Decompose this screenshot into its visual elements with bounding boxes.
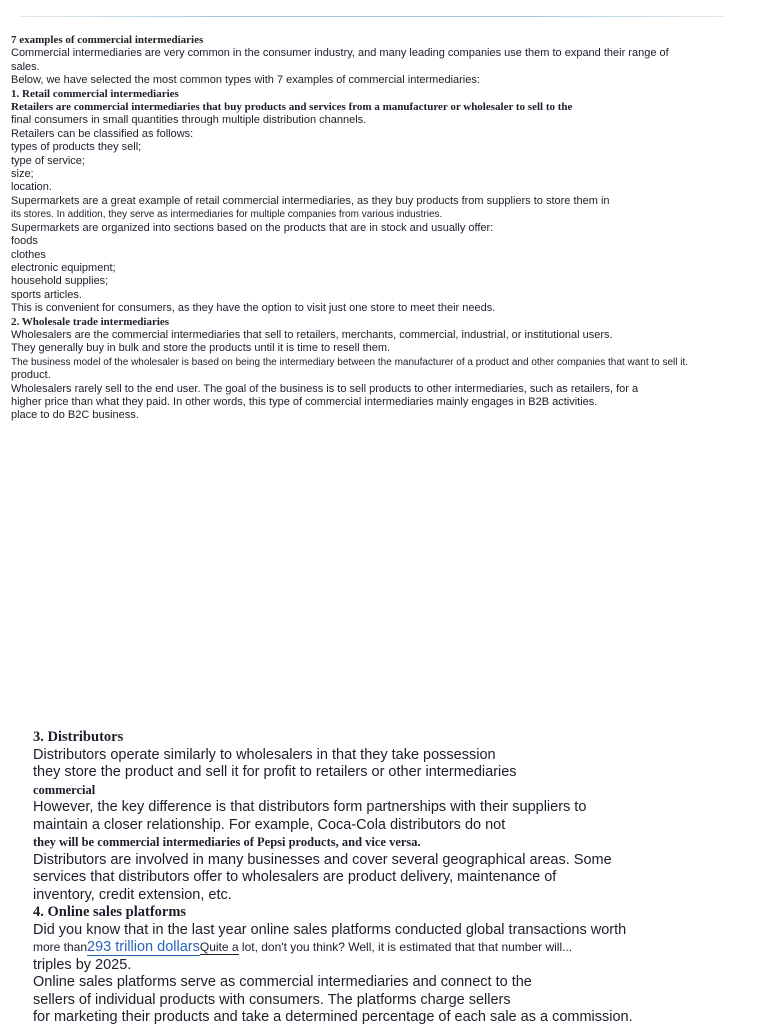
section-heading: 1. Retail commercial intermediaries bbox=[11, 87, 179, 100]
section-heading: 2. Wholesale trade intermediaries bbox=[11, 315, 170, 328]
text-line: Commercial intermediaries are very common in the consumer industry, and many leading companies use them to expand their range of bbox=[11, 47, 669, 60]
text-line: clothes bbox=[11, 248, 46, 261]
online-platforms-block bbox=[33, 957, 753, 1027]
text-line: Distributors are involved in many businesses and cover several geographical areas. Some bbox=[33, 851, 612, 868]
text-line: product. bbox=[11, 369, 51, 382]
text-line: for marketing their products and take a determined percentage of each sale as a commission. bbox=[33, 1009, 633, 1025]
text-line: sellers of individual products with consumers. The platforms charge sellers bbox=[33, 991, 511, 1008]
transactions-suffix: lot, don't you think? Well, it is estimated that that number will... bbox=[238, 940, 573, 954]
text-line: commercial bbox=[33, 782, 96, 797]
text-line: sales. bbox=[11, 60, 40, 73]
text-line: Supermarkets are organized into sections based on the products that are in stock and usually offer: bbox=[11, 221, 494, 234]
text-line: This is convenient for consumers, as they have the option to visit just one store to meet their needs. bbox=[11, 302, 496, 315]
text-line: foods bbox=[11, 235, 38, 248]
text-line: Wholesalers rarely sell to the end user. The goal of the business is to sell products to other intermediaries, such as retailers, for a bbox=[11, 382, 639, 395]
transactions-line bbox=[33, 939, 753, 957]
section-heading: 3. Distributors bbox=[33, 729, 124, 745]
text-line: Retailers can be classified as follows: bbox=[11, 127, 194, 140]
transactions-underlined: Quite a bbox=[199, 940, 239, 954]
section-heading: 4. Online sales platforms bbox=[33, 904, 187, 920]
text-line: sports articles. bbox=[11, 288, 82, 301]
top-divider bbox=[20, 16, 724, 17]
text-line: Below, we have selected the most common types with 7 examples of commercial intermediaries: bbox=[11, 74, 480, 87]
text-line: services that distributors offer to wholesalers are product delivery, maintenance of bbox=[33, 869, 557, 885]
text-line: location. bbox=[11, 181, 52, 194]
text-line: triples by 2025. bbox=[33, 956, 132, 973]
article-section-1 bbox=[11, 34, 751, 423]
text-line: size; bbox=[11, 168, 34, 181]
article-section-2 bbox=[33, 729, 753, 1027]
transactions-prefix: more than bbox=[33, 940, 88, 954]
text-line: electronic equipment; bbox=[11, 261, 116, 274]
section-heading: 7 examples of commercial intermediaries bbox=[11, 34, 204, 46]
text-line: types of products they sell; bbox=[11, 141, 142, 154]
text-line: higher price than what they paid. In other words, this type of commercial intermediaries mainly engages in B2B activities. bbox=[11, 395, 598, 408]
transactions-link[interactable]: 293 trillion dollars bbox=[87, 939, 200, 955]
text-line: maintain a closer relationship. For example, Coca-Cola distributors do not bbox=[33, 816, 506, 833]
text-line: its stores. In addition, they serve as intermediaries for multiple companies from various industries. bbox=[11, 209, 443, 221]
text-line: Distributors operate similarly to wholesalers in that they take possession bbox=[33, 746, 496, 763]
text-line: However, the key difference is that distributors form partnerships with their suppliers to bbox=[33, 799, 587, 815]
text-line: place to do B2C business. bbox=[11, 409, 139, 422]
text-line: final consumers in small quantities through multiple distribution channels. bbox=[11, 114, 367, 127]
text-line: Wholesalers are the commercial intermediaries that sell to retailers, merchants, commercial, industrial, or institutional users. bbox=[11, 328, 613, 341]
text-line: type of service; bbox=[11, 154, 85, 167]
text-line: Online sales platforms serve as commercial intermediaries and connect to the bbox=[33, 974, 532, 990]
text-line: they store the product and sell it for profit to retailers or other intermediaries bbox=[33, 764, 517, 780]
text-line: Did you know that in the last year online sales platforms conducted global transactions worth bbox=[33, 921, 627, 938]
text-line: They generally buy in bulk and store the products until it is time to resell them. bbox=[11, 342, 391, 355]
distributors-block bbox=[33, 729, 753, 939]
text-line: The business model of the wholesaler is based on being the intermediary between the manufacturer of a product and other companies that want to sell it. bbox=[11, 356, 689, 368]
text-line: Supermarkets are a great example of retail commercial intermediaries, as they buy products from suppliers to store them in bbox=[11, 194, 610, 207]
text-line: household supplies; bbox=[11, 275, 109, 288]
text-line: inventory, credit extension, etc. bbox=[33, 886, 232, 903]
section-heading: Retailers are commercial intermediaries that buy products and services from a manufacturer or wholesaler to sell to the bbox=[11, 101, 573, 114]
text-line: they will be commercial intermediaries of Pepsi products, and vice versa. bbox=[33, 835, 421, 849]
